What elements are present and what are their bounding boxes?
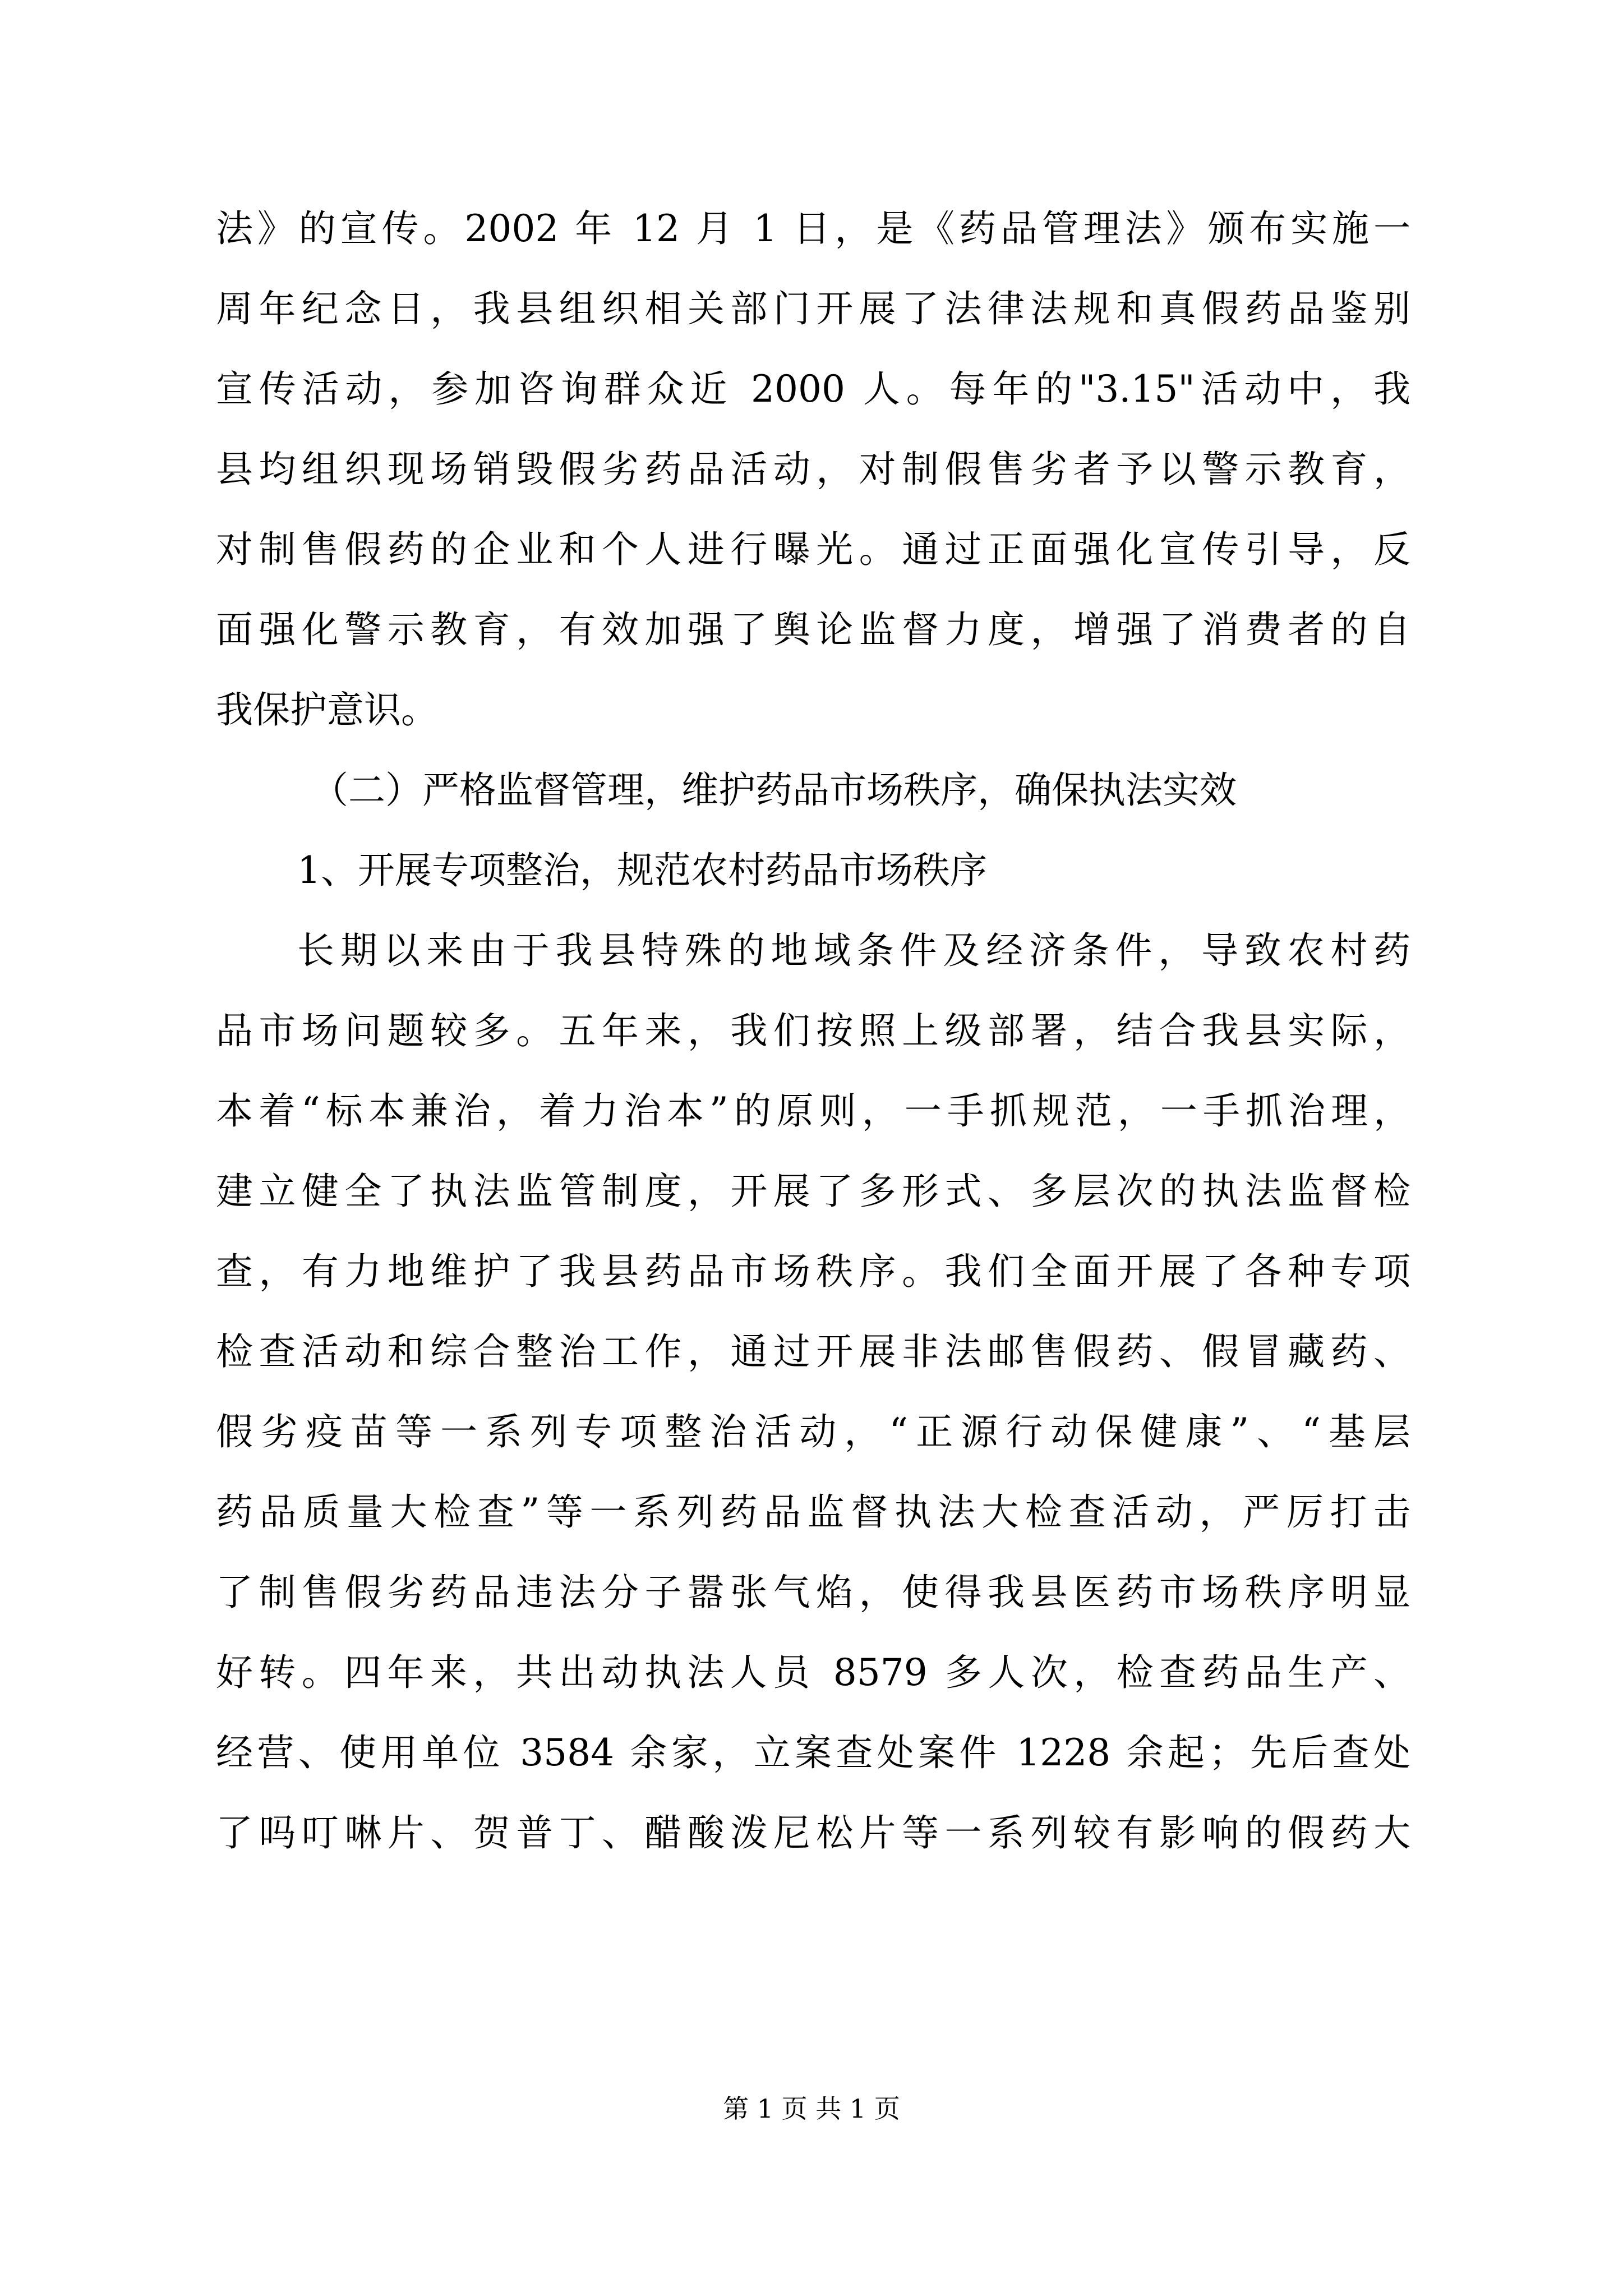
body-line: 我保护意识。: [216, 688, 438, 731]
body-line: 药品质量大检查”等一系列药品监督执法大检查活动，严厉打击: [216, 1490, 1410, 1534]
body-line: 建立健全了执法监管制度，开展了多形式、多层次的执法监督检: [216, 1170, 1410, 1213]
page-footer: 第 1 页 共 1 页: [723, 2093, 900, 2124]
body-line: 对制售假药的企业和个人进行曝光。通过正面强化宣传引导，反: [216, 528, 1410, 571]
body-line: 宣传活动，参加咨询群众近 2000 人。每年的"3.15"活动中，我: [216, 367, 1410, 411]
body-line: 了吗叮啉片、贺普丁、醋酸泼尼松片等一系列较有影响的假药大: [216, 1811, 1410, 1855]
section-heading: （二）严格监督管理，维护药品市场秩序，确保执法实效: [311, 769, 1237, 812]
body-line: 本着“标本兼治，着力治本”的原则，一手抓规范，一手抓治理，: [216, 1089, 1410, 1133]
body-line: 县均组织现场销毁假劣药品活动，对制假售劣者予以警示教育，: [216, 448, 1410, 491]
body-line: 周年纪念日，我县组织相关部门开展了法律法规和真假药品鉴别: [216, 287, 1410, 330]
body-line: 了制售假劣药品违法分子嚣张气焰，使得我县医药市场秩序明显: [216, 1571, 1410, 1614]
body-line: 长期以来由于我县特殊的地域条件及经济条件，导致农村药: [297, 929, 1410, 972]
body-line: 好转。四年来，共出动执法人员 8579 多人次，检查药品生产、: [216, 1651, 1410, 1694]
body-line: 假劣疫苗等一系列专项整治活动，“正源行动保健康”、“基层: [216, 1410, 1410, 1453]
body-line: 品市场问题较多。五年来，我们按照上级部署，结合我县实际，: [216, 1009, 1410, 1052]
body-line: 面强化警示教育，有效加强了舆论监督力度，增强了消费者的自: [216, 608, 1410, 651]
body-line: 法》的宣传。2002 年 12 月 1 日，是《药品管理法》颁布实施一: [216, 207, 1410, 250]
body-line: 检查活动和综合整治工作，通过开展非法邮售假药、假冒藏药、: [216, 1330, 1410, 1373]
subsection-heading: 1、开展专项整治，规范农村药品市场秩序: [297, 849, 987, 892]
body-line: 查，有力地维护了我县药品市场秩序。我们全面开展了各种专项: [216, 1250, 1410, 1293]
body-line: 经营、使用单位 3584 余家，立案查处案件 1228 余起；先后查处: [216, 1731, 1410, 1774]
